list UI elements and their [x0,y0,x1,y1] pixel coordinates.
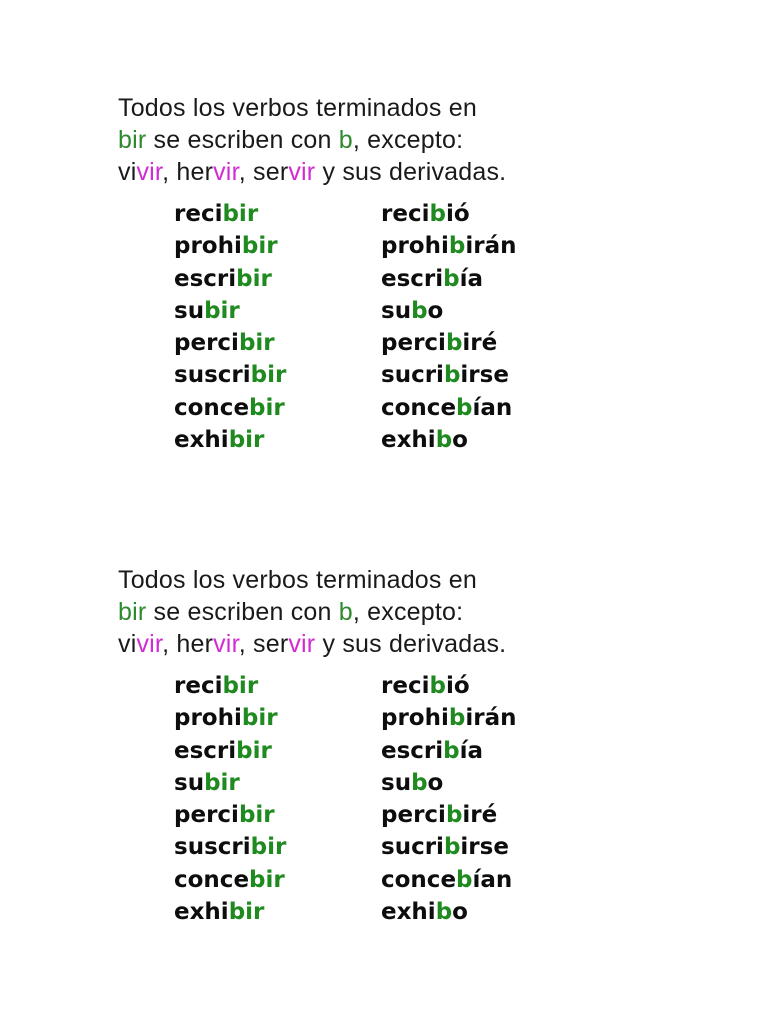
conjugated-word [381,767,516,799]
highlighted-letters: b [435,899,453,926]
highlighted-letters: b [435,427,453,454]
conjugated-word [381,864,516,896]
verb-table [0,198,768,458]
word-part: iré [462,330,498,357]
word-part: reci [174,201,223,227]
word-part: prohi [174,233,242,260]
exception-stem: , ser [238,630,289,658]
exception-stem: vi [118,158,137,186]
rule-line-3 [118,628,768,660]
rule-letter-b: b [338,598,353,626]
conjugated-word [381,392,516,424]
word-part: escri [174,265,237,292]
word-part: perci [381,802,446,829]
infinitive-word [174,670,286,702]
word-part: suscri [174,834,251,861]
highlighted-letters: b [448,705,466,732]
highlighted-letters: bir [236,737,272,764]
conjugated-word [381,896,516,928]
word-part: exhi [381,427,436,454]
conjugated-word [381,702,516,734]
word-part: perci [174,802,239,829]
conjugated-word [381,735,516,767]
word-part: prohi [174,705,242,732]
infinitive-word [174,702,286,734]
highlighted-letters: b [411,769,428,796]
highlighted-letters: bir [204,297,240,324]
rule-line-2-text: se escriben con [146,598,339,626]
infinitive-column [174,670,286,928]
rule-block-2 [0,564,768,930]
word-part: escri [174,737,237,764]
conjugated-word [381,230,516,262]
highlighted-letters: b [456,394,473,421]
infinitive-word [174,831,286,863]
conjugated-word [381,831,516,863]
highlighted-letters: bir [241,233,278,260]
word-part: escri [381,737,444,764]
rule-line-2-end: , excepto: [352,598,464,626]
infinitive-word [174,767,286,799]
infinitive-word [174,735,286,767]
highlighted-letters: bir [249,394,285,421]
word-part: su [174,297,205,324]
word-part: conce [381,866,457,893]
rule-text [118,564,768,660]
word-part: ía [459,737,484,764]
exception-stem: vi [118,630,137,658]
conjugated-word [381,799,516,831]
rule-suffix-bir: bir [118,598,147,626]
highlighted-letters: b [429,201,446,227]
rule-letter-b: b [338,126,353,154]
infinitive-word [174,295,286,327]
word-part: conce [174,866,250,893]
word-part: prohi [381,233,449,260]
conjugated-column [381,670,516,928]
word-part: ió [445,673,470,699]
infinitive-word [174,799,286,831]
highlighted-letters: b [443,362,461,389]
conjugated-word [381,670,516,702]
conjugated-word [381,198,516,230]
highlighted-letters: b [448,233,466,260]
word-part: escri [381,265,444,292]
rule-line-1-text: Todos los verbos terminados en [118,566,477,594]
infinitive-word [174,198,286,230]
exception-stem: , her [162,630,214,658]
word-part: ía [459,265,484,292]
rule-line-1 [118,564,768,596]
word-part: irán [465,233,517,260]
infinitive-word [174,327,286,359]
infinitive-word [174,359,286,391]
rule-line-1-text: Todos los verbos terminados en [118,94,477,122]
highlighted-letters: bir [238,330,275,357]
highlighted-letters: bir [238,802,275,829]
word-part: ían [472,866,513,893]
highlighted-letters: bir [236,265,272,292]
exception-suffix: vir [136,158,163,186]
rule-line-3-end: y sus derivadas. [315,158,507,186]
word-part: reci [381,201,430,227]
conjugated-word [381,359,516,391]
exception-suffix: vir [213,158,239,186]
exception-stem: , her [162,158,214,186]
highlighted-letters: bir [222,673,259,699]
infinitive-word [174,263,286,295]
highlighted-letters: bir [228,427,265,454]
rule-line-1 [118,92,768,124]
infinitive-column [174,198,286,456]
highlighted-letters: bir [228,899,265,926]
word-part: ió [445,201,470,227]
word-part: reci [381,673,430,699]
rule-line-2-text: se escriben con [146,126,339,154]
word-part: irse [460,834,509,861]
highlighted-letters: bir [250,834,287,861]
word-part: perci [174,330,239,357]
conjugated-word [381,263,516,295]
word-part: irse [460,362,509,389]
highlighted-letters: b [445,802,463,829]
word-part: exhi [174,427,229,454]
word-part: ían [472,394,513,421]
word-part: exhi [381,899,436,926]
infinitive-word [174,896,286,928]
exception-suffix: vir [213,630,239,658]
highlighted-letters: bir [204,769,240,796]
word-part: sucri [381,834,444,861]
word-part: irán [465,705,517,732]
highlighted-letters: bir [249,866,285,893]
highlighted-letters: b [443,834,461,861]
rule-text [118,92,768,188]
word-part: conce [174,394,250,421]
exception-stem: , ser [238,158,289,186]
conjugated-word [381,327,516,359]
highlighted-letters: b [445,330,463,357]
highlighted-letters: b [443,737,460,764]
rule-line-3 [118,156,768,188]
highlighted-letters: bir [250,362,287,389]
conjugated-column [381,198,516,456]
rule-line-2 [118,596,768,628]
rule-suffix-bir: bir [118,126,147,154]
word-part: prohi [381,705,449,732]
word-part: exhi [174,899,229,926]
rule-block-1 [0,92,768,458]
word-part: iré [462,802,498,829]
word-part: sucri [381,362,444,389]
infinitive-word [174,424,286,456]
word-part: su [174,769,205,796]
infinitive-word [174,230,286,262]
word-part: reci [174,673,223,699]
word-part: su [381,297,412,324]
rule-line-2-end: , excepto: [352,126,464,154]
highlighted-letters: bir [241,705,278,732]
infinitive-word [174,864,286,896]
word-part: suscri [174,362,251,389]
verb-table [0,670,768,930]
highlighted-letters: b [429,673,446,699]
word-part: o [427,769,444,796]
word-part: su [381,769,412,796]
exception-suffix: vir [288,158,316,186]
rule-line-2 [118,124,768,156]
word-part: o [427,297,444,324]
highlighted-letters: b [443,265,460,292]
word-part: perci [381,330,446,357]
highlighted-letters: bir [222,201,259,227]
conjugated-word [381,424,516,456]
infinitive-word [174,392,286,424]
word-part: o [452,899,468,926]
rule-line-3-end: y sus derivadas. [315,630,507,658]
exception-suffix: vir [136,630,163,658]
highlighted-letters: b [456,866,473,893]
exception-suffix: vir [288,630,316,658]
word-part: o [452,427,468,454]
conjugated-word [381,295,516,327]
highlighted-letters: b [411,297,428,324]
word-part: conce [381,394,457,421]
